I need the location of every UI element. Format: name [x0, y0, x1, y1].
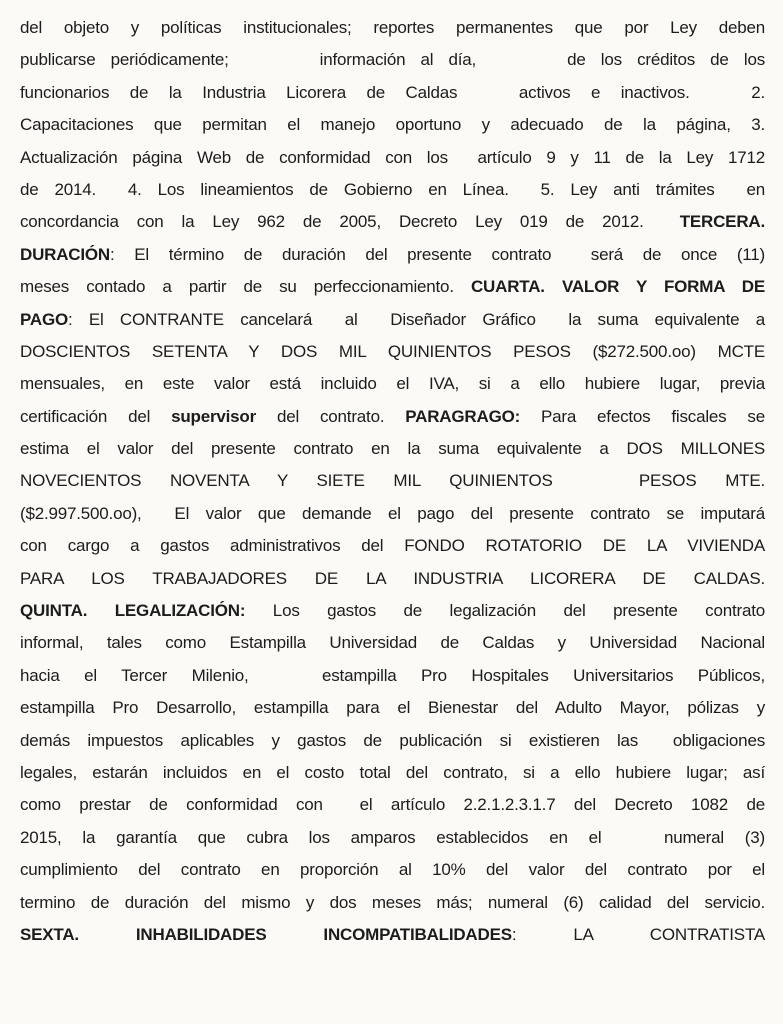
bold-text: PAGO	[20, 309, 69, 329]
text-line	[20, 627, 765, 659]
text-line	[20, 174, 765, 206]
text-line	[20, 142, 765, 174]
text-segment: cumplimiento del contrato en proporción al 10% del valor del contrato por el	[20, 860, 765, 880]
text-line	[20, 498, 765, 530]
text-segment: DOSCIENTOS SETENTA Y DOS MIL QUINIENTOS PESOS ($272.500.oo) MCTE	[20, 341, 765, 361]
text-segment: meses contado a partir de su perfeccionamiento.	[20, 277, 471, 297]
text-line	[20, 563, 765, 595]
bold-text: SEXTA. INHABILIDADES INCOMPATIBALIDADES	[20, 924, 512, 944]
text-line	[20, 822, 765, 854]
text-line	[20, 789, 765, 821]
bold-text: TERCERA.	[679, 212, 765, 232]
text-segment: Actualización página Web de conformidad con los artículo 9 y 11 de la Ley 1712	[20, 147, 765, 167]
bold-text: PARAGRAGO:	[405, 406, 521, 426]
text-line	[20, 530, 765, 562]
text-segment: hacia el Tercer Milenio, estampilla Pro Hospitales Universitarios Públicos,	[20, 665, 765, 685]
text-segment: NOVECIENTOS NOVENTA Y SIETE MIL QUINIENTOS PESOS MTE.	[20, 471, 765, 491]
text-segment: : El CONTRANTE cancelará al Diseñador Gráfico la suma equivalente a	[68, 309, 765, 329]
text-segment: concordancia con la Ley 962 de 2005, Decreto Ley 019 de 2012.	[20, 212, 680, 232]
text-segment: : LA CONTRATISTA	[511, 924, 766, 944]
text-line	[20, 854, 765, 886]
text-line	[20, 692, 765, 724]
document-page	[20, 12, 765, 951]
text-segment: estampilla Pro Desarrollo, estampilla para el Bienestar del Adulto Mayor, pólizas y	[20, 698, 765, 718]
text-line	[20, 368, 765, 400]
text-segment: informal, tales como Estampilla Universidad de Caldas y Universidad Nacional	[20, 633, 765, 653]
text-segment: Para efectos fiscales se	[520, 406, 765, 426]
text-segment: Capacitaciones que permitan el manejo oportuno y adecuado de la página, 3.	[20, 115, 765, 135]
text-segment: certificación del	[20, 406, 172, 426]
text-segment: como prestar de conformidad con el artículo 2.2.1.2.3.1.7 del Decreto 1082 de	[20, 795, 765, 815]
text-segment: del objeto y políticas institucionales; reportes permanentes que por Ley deben	[20, 18, 765, 37]
text-line	[20, 660, 765, 692]
text-line	[20, 433, 765, 465]
text-segment: funcionarios de la Industria Licorera de Caldas activos e inactivos. 2.	[20, 82, 765, 102]
text-segment: Los gastos de legalización del presente contrato	[245, 601, 765, 621]
text-segment: publicarse periódicamente; información al día, de los créditos de los	[20, 50, 765, 70]
text-line	[20, 77, 765, 109]
text-line	[20, 757, 765, 789]
text-line	[20, 725, 765, 757]
text-segment: mensuales, en este valor está incluido el IVA, si a ello hubiere lugar, previa	[20, 374, 765, 394]
bold-text: supervisor	[171, 406, 257, 426]
text-segment: legales, estarán incluidos en el costo total del contrato, si a ello hubiere lugar; así	[20, 762, 765, 782]
bold-text: DURACIÓN	[20, 244, 111, 264]
text-line	[20, 887, 765, 919]
text-line	[20, 465, 765, 497]
text-segment: termino de duración del mismo y dos meses más; numeral (6) calidad del servicio.	[20, 892, 765, 912]
text-segment: de 2014. 4. Los lineamientos de Gobierno en Línea. 5. Ley anti trámites en	[20, 179, 765, 199]
text-segment: 2015, la garantía que cubra los amparos establecidos en el numeral (3)	[20, 827, 765, 847]
text-segment: ($2.997.500.oo), El valor que demande el pago del presente contrato se imputará	[20, 503, 765, 523]
text-line	[20, 336, 765, 368]
text-line	[20, 44, 765, 76]
text-line	[20, 109, 765, 141]
bold-text: QUINTA. LEGALIZACIÓN:	[20, 601, 246, 621]
text-segment: PARA LOS TRABAJADORES DE LA INDUSTRIA LICORERA DE CALDAS.	[20, 568, 765, 588]
text-line	[20, 239, 765, 271]
text-line	[20, 271, 765, 303]
text-line	[20, 919, 765, 951]
text-line	[20, 12, 765, 44]
text-segment: con cargo a gastos administrativos del FONDO ROTATORIO DE LA VIVIENDA	[20, 536, 765, 556]
text-line	[20, 595, 765, 627]
text-line	[20, 401, 765, 433]
text-segment: estima el valor del presente contrato en la suma equivalente a DOS MILLONES	[20, 439, 765, 459]
text-line	[20, 206, 765, 238]
text-segment: del contrato.	[256, 406, 406, 426]
bold-text: CUARTA. VALOR Y FORMA DE	[470, 277, 766, 297]
text-segment: demás impuestos aplicables y gastos de publicación si existieren las obligaciones	[20, 730, 765, 750]
text-segment: : El término de duración del presente contrato será de once (11)	[110, 244, 765, 264]
text-line	[20, 304, 765, 336]
